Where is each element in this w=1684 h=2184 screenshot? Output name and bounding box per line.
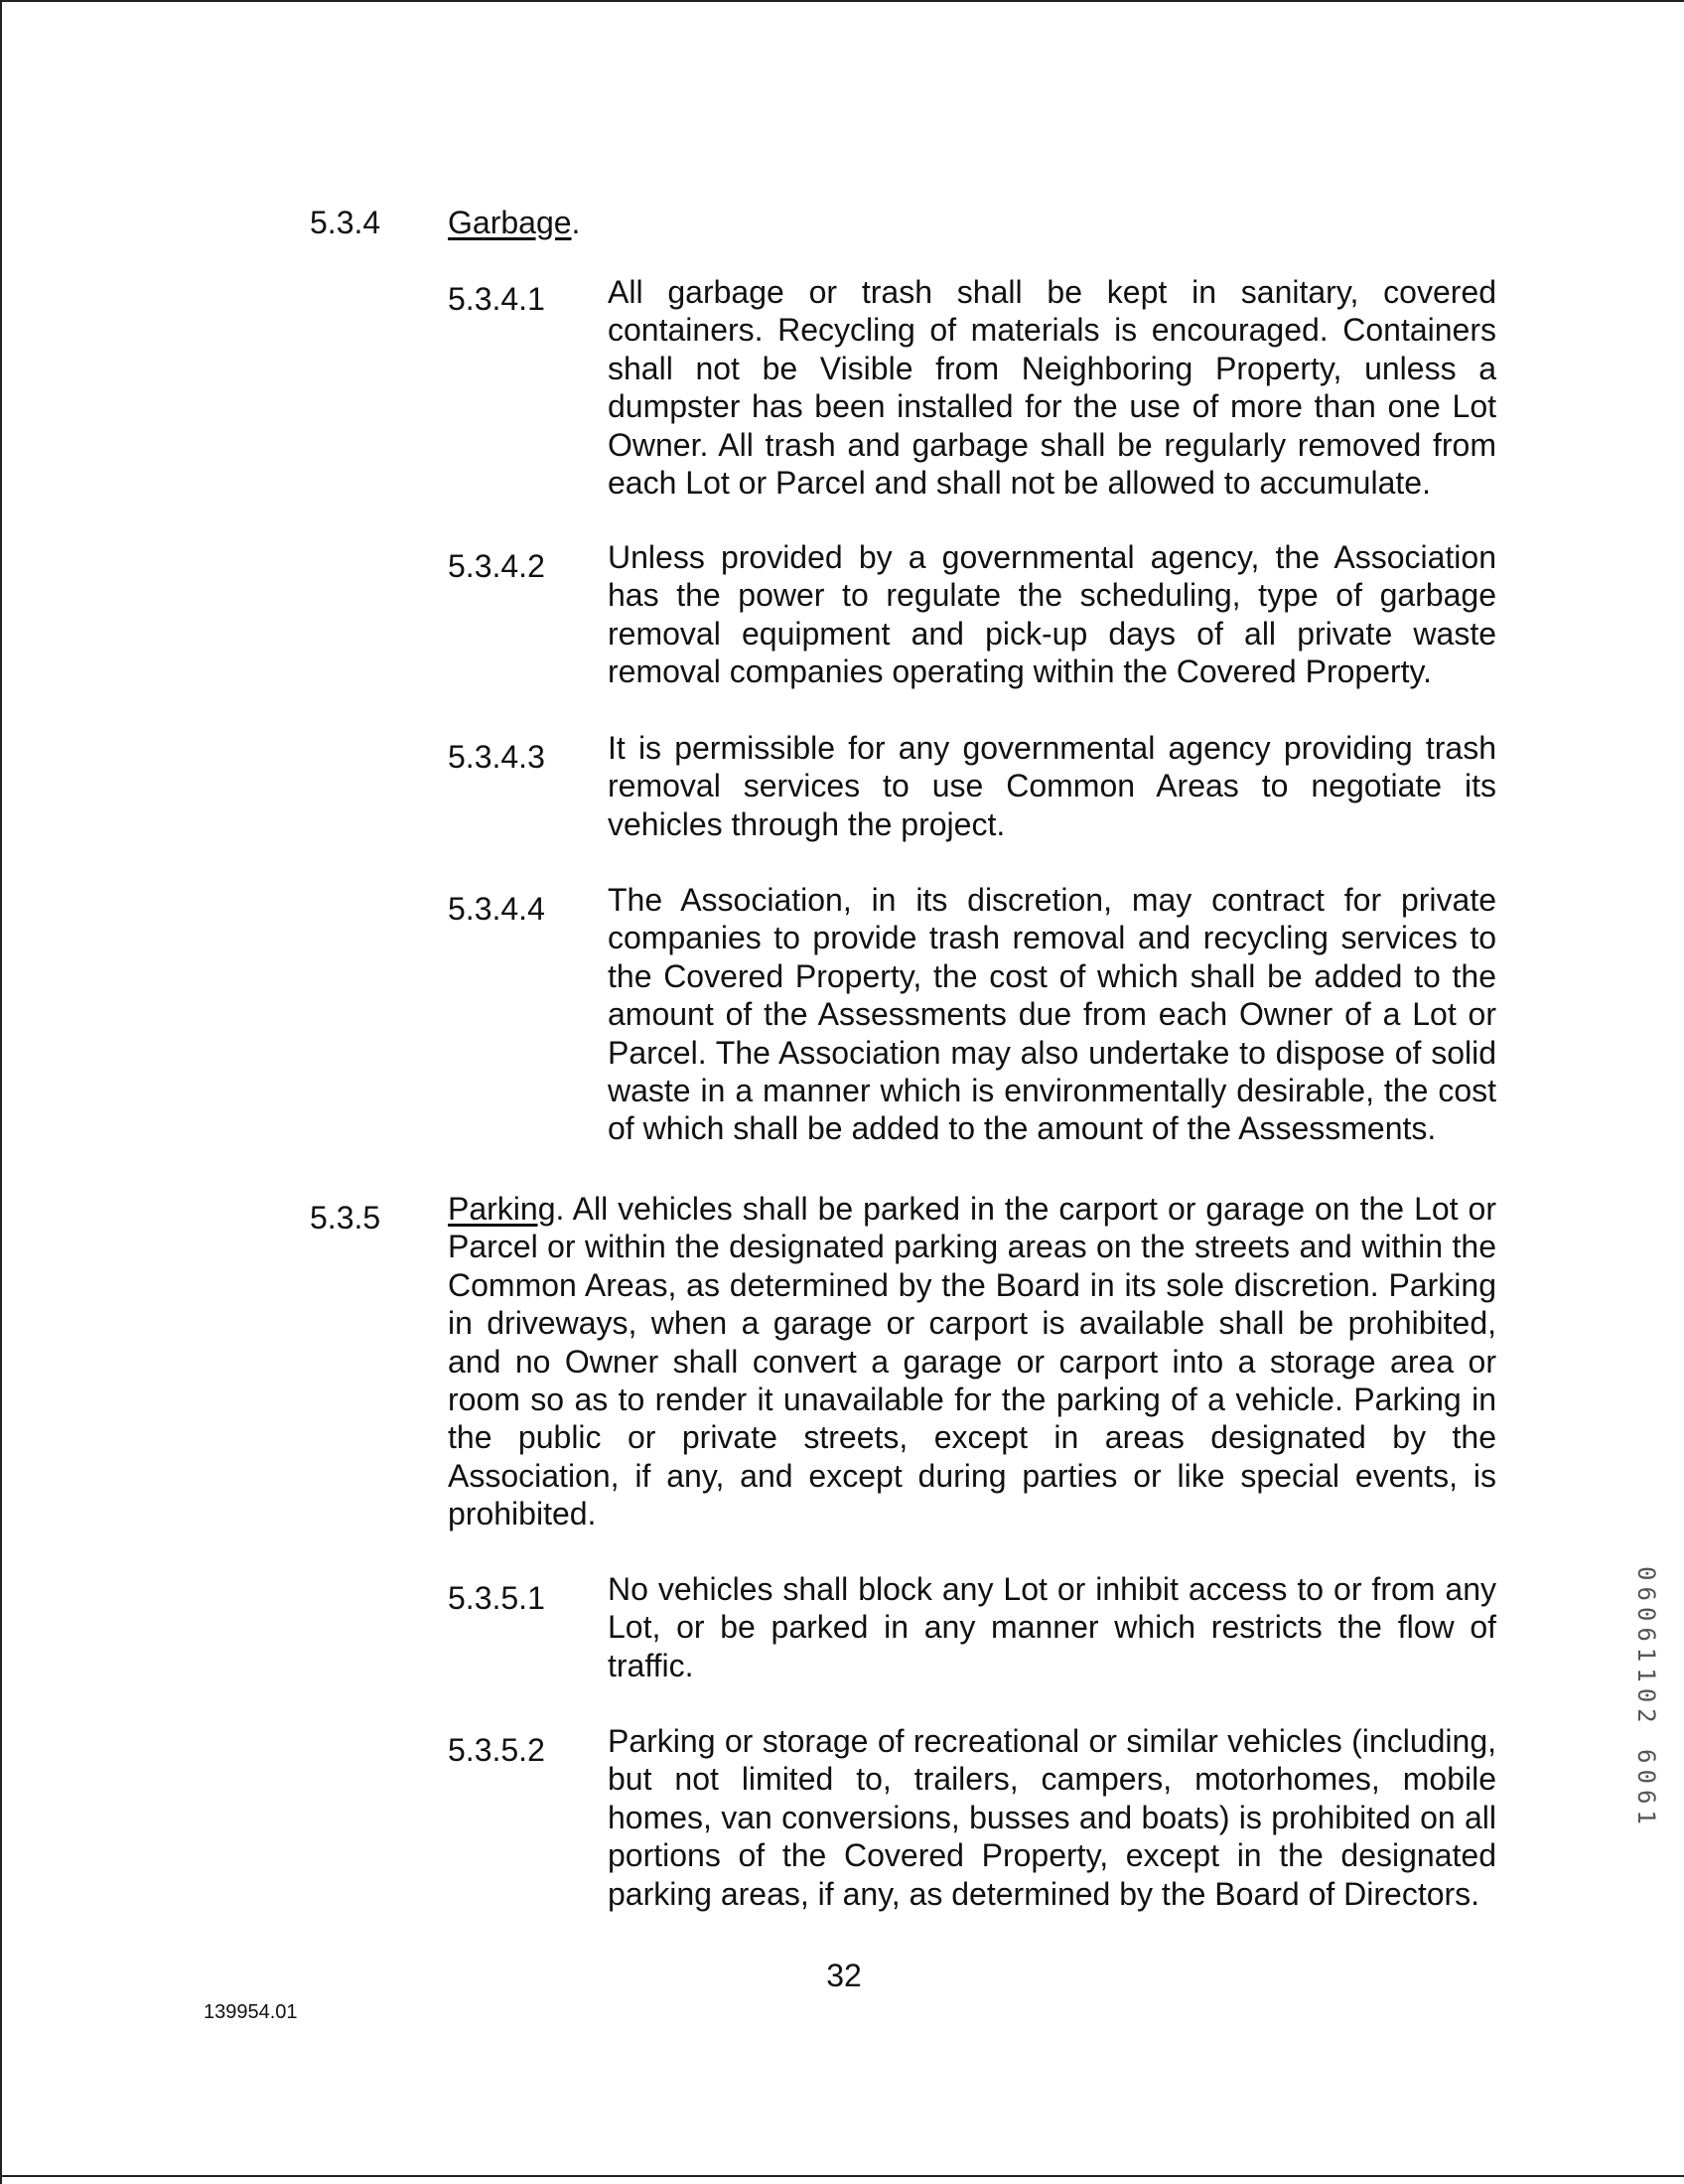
bottom-rule <box>0 2175 1684 2177</box>
item-text: No vehicles shall block any Lot or inhibit access to or from any Lot, or be parked in any manner which restricts the flow of traffic. <box>608 1571 1496 1683</box>
margin-stamp <box>1630 1566 1660 1904</box>
section-title: Parking <box>448 1191 556 1227</box>
item-number: 5.3.5.1 <box>448 1580 545 1616</box>
item-text: Unless provided by a governmental agency, the Association has the power to regulate the scheduling, type of garbage removal equipment and pick-up days of all private waste removal companies operating within the Covered Property. <box>608 539 1496 690</box>
item-number: 5.3.4.3 <box>448 739 545 775</box>
section-paragraph <box>448 1190 1496 1533</box>
section-title: Garbage <box>448 205 572 240</box>
margin-stamp-text: 06061102 6061 <box>1632 1566 1660 1830</box>
section-title-suffix: . <box>571 205 581 240</box>
section-body: . All vehicles shall be parked in the carport or garage on the Lot or Parcel or within the designated parking areas on the streets and within the Common Areas, as determined by the Board in its sole discretion. Parking in driveways, when a garage or carport is available shall be prohibited, and no Owner shall convert a garage or carport into a storage area or room so as to render it unavailable for the parking of a vehicle. Parking in the public or private streets, except in areas designated by the Association, if any, and except during parties or like special events, is prohibited. <box>448 1191 1496 1532</box>
section-number: 5.3.5 <box>310 1200 381 1236</box>
section-number: 5.3.4 <box>310 205 381 240</box>
item-number: 5.3.5.2 <box>448 1732 545 1768</box>
page-number: 32 <box>826 1958 862 1993</box>
item-number: 5.3.4.2 <box>448 548 545 584</box>
section-heading <box>448 204 580 241</box>
item-text: Parking or storage of recreational or similar vehicles (including, but not limited to, trailers, campers, motorhomes, mobile homes, van conversions, busses and boats) is prohibited on all portions of the Covered Property, except in the designated parking areas, if any, as determined by the Board of Directors. <box>608 1723 1496 1912</box>
item-text: All garbage or trash shall be kept in sanitary, covered containers. Recycling of materials is encouraged. Containers shall not be Visible from Neighboring Property, unless a dumpster has been installed for the use of more than one Lot Owner. All trash and garbage shall be regularly removed from each Lot or Parcel and shall not be allowed to accumulate. <box>608 274 1496 502</box>
item-text: The Association, in its discretion, may contract for private companies to provide trash removal and recycling services to the Covered Property, the cost of which shall be added to the amount of the Assessments due from each Owner of a Lot or Parcel. The Association may also undertake to dispose of solid waste in a manner which is environmentally desirable, the cost of which shall be added to the amount of the Assessments. <box>608 882 1496 1147</box>
document-id: 139954.01 <box>204 2001 298 2023</box>
item-number: 5.3.4.4 <box>448 891 545 927</box>
item-text: It is permissible for any governmental agency providing trash removal services to use Common Areas to negotiate its vehicles through the project. <box>608 730 1496 842</box>
item-number: 5.3.4.1 <box>448 281 545 317</box>
